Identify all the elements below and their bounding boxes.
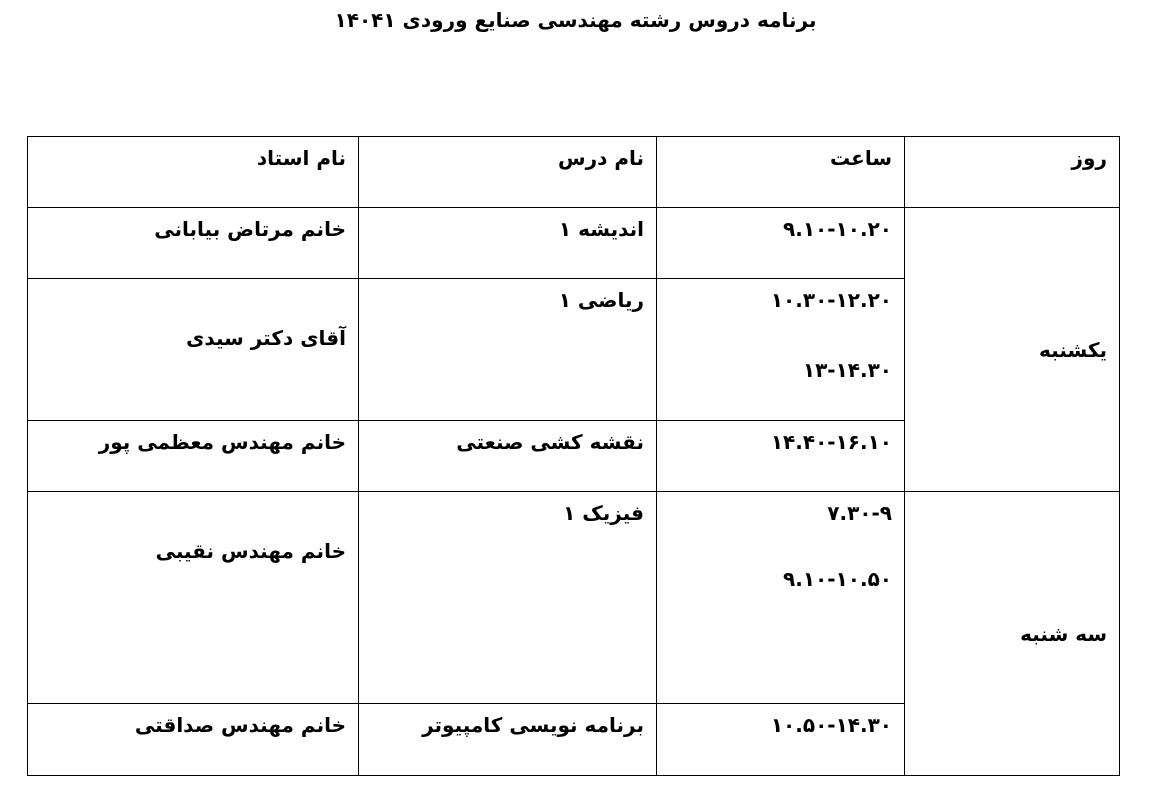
table-header-row	[28, 137, 1120, 208]
header-course-label: نام درس	[557, 146, 644, 170]
teacher-name: آقای دکتر سیدی	[186, 326, 346, 350]
table-row	[28, 208, 1120, 279]
course-cell	[359, 492, 657, 704]
teacher-name: خانم مرتاض بیابانی	[154, 217, 346, 241]
teacher-cell	[28, 492, 359, 704]
teacher-name: خانم مهندس نقیبی	[155, 539, 346, 563]
header-day	[905, 137, 1120, 208]
course-name: ریاضی ۱	[558, 288, 644, 312]
course-cell	[359, 208, 657, 279]
time-value: ۹.۱۰-۱۰.۲۰	[783, 217, 892, 241]
course-cell	[359, 421, 657, 492]
time-value: ۱۴.۴۰-۱۶.۱۰	[770, 430, 892, 454]
teacher-cell	[28, 208, 359, 279]
time-value: ۱۰.۵۰-۱۴.۳۰	[770, 713, 892, 737]
document-title: برنامه دروس رشته مهندسی صنایع ورودی ۱۴۰۴۱	[334, 8, 817, 32]
time-value: ۱۰.۳۰-۱۲.۲۰	[770, 288, 892, 312]
course-name: برنامه نویسی کامپیوتر	[422, 713, 644, 737]
day-cell-sunday	[905, 208, 1120, 492]
time-cell	[657, 704, 905, 776]
day-cell-tuesday	[905, 492, 1120, 776]
day-label-sunday: یکشنبه	[1039, 337, 1107, 362]
course-cell	[359, 704, 657, 776]
teacher-cell	[28, 421, 359, 492]
time-value: ۷.۳۰-۹	[827, 501, 892, 525]
table-row	[28, 492, 1120, 704]
header-teacher-label: نام استاد	[256, 146, 346, 170]
header-course	[359, 137, 657, 208]
header-time	[657, 137, 905, 208]
time-cell	[657, 279, 905, 421]
time-value: ۹.۱۰-۱۰.۵۰	[783, 567, 892, 591]
time-cell	[657, 492, 905, 704]
day-label-tuesday: سه شنبه	[1020, 621, 1107, 646]
header-day-label: روز	[1071, 146, 1107, 170]
course-name: اندیشه ۱	[558, 217, 644, 241]
header-time-label: ساعت	[829, 146, 892, 170]
course-name: نقشه کشی صنعتی	[456, 430, 644, 454]
time-value: ۱۳-۱۴.۳۰	[802, 358, 892, 382]
course-cell	[359, 279, 657, 421]
time-cell	[657, 421, 905, 492]
teacher-name: خانم مهندس صداقتی	[134, 713, 346, 737]
teacher-cell	[28, 279, 359, 421]
teacher-name: خانم مهندس معظمی پور	[98, 430, 346, 454]
schedule-table	[27, 136, 1120, 776]
time-cell	[657, 208, 905, 279]
header-teacher	[28, 137, 359, 208]
course-name: فیزیک ۱	[563, 501, 644, 525]
teacher-cell	[28, 704, 359, 776]
